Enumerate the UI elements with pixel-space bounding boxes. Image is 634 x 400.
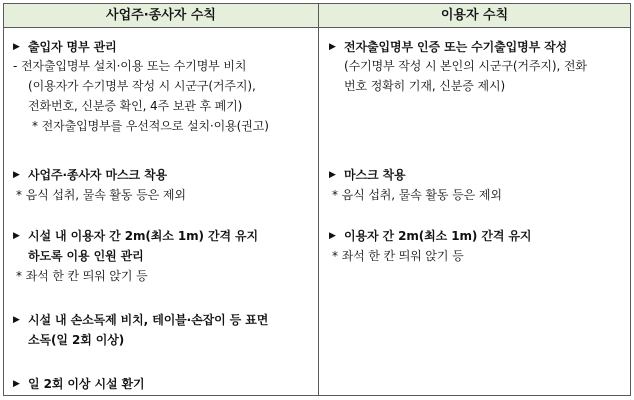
- triangle-right-icon: ▶: [13, 42, 20, 52]
- header-user-rules: 이용자 수칙: [440, 8, 509, 23]
- rule-title: 하도록 이용 인원 관리: [28, 249, 144, 263]
- triangle-right-icon: ▶: [13, 231, 20, 241]
- rule-title: 시설 내 이용자 간 2m(최소 1m) 간격 유지: [28, 229, 259, 243]
- rule-note: * 음식 섭취, 물속 활동 등은 제외: [332, 188, 502, 202]
- rule-note: * 좌석 한 칸 띄워 앉기 등: [16, 269, 148, 283]
- rule-title: 마스크 착용: [344, 168, 406, 182]
- table-header: [4, 4, 630, 28]
- triangle-right-icon: ▶: [329, 42, 336, 52]
- rule-title: 전자출입명부 인증 또는 수기출입명부 작성: [344, 40, 568, 54]
- rule-note: (이용자가 수기명부 작성 시 시군구(거주지),: [28, 79, 256, 93]
- rule-title: 사업주·종사자 마스크 착용: [28, 168, 168, 182]
- rules-table: [3, 3, 631, 396]
- rule-note: * 좌석 한 칸 띄워 앉기 등: [332, 249, 464, 263]
- rule-title: 이용자 간 2m(최소 1m) 간격 유지: [344, 229, 532, 243]
- rule-note: (수기명부 작성 시 본인의 시군구(거주지), 전화: [344, 59, 587, 73]
- triangle-right-icon: ▶: [13, 379, 20, 389]
- user-rules-column: [319, 28, 630, 395]
- rule-note: - 전자출입명부 설치·이용 또는 수기명부 비치: [13, 59, 247, 73]
- rule-title: 출입자 명부 관리: [28, 40, 117, 54]
- rule-title: 소독(일 2회 이상): [28, 333, 125, 347]
- rule-note: * 음식 섭취, 물속 활동 등은 제외: [16, 188, 186, 202]
- triangle-right-icon: ▶: [13, 315, 20, 325]
- rule-note: * 전자출입명부를 우선적으로 설치·이용(권고): [32, 119, 269, 133]
- triangle-right-icon: ▶: [329, 231, 336, 241]
- rule-title: 일 2회 이상 시설 환기: [28, 377, 145, 391]
- rule-note: 번호 정확히 기재, 신분증 제시): [344, 79, 506, 93]
- rule-title: 시설 내 손소독제 비치, 테이블·손잡이 등 표면: [28, 313, 269, 327]
- triangle-right-icon: ▶: [329, 170, 336, 180]
- triangle-right-icon: ▶: [13, 170, 20, 180]
- header-employer-rules: 사업주·종사자 수칙: [106, 8, 216, 23]
- employer-rules-column: [4, 28, 318, 395]
- rule-note: 전화번호, 신분증 확인, 4주 보관 후 폐기): [28, 99, 243, 113]
